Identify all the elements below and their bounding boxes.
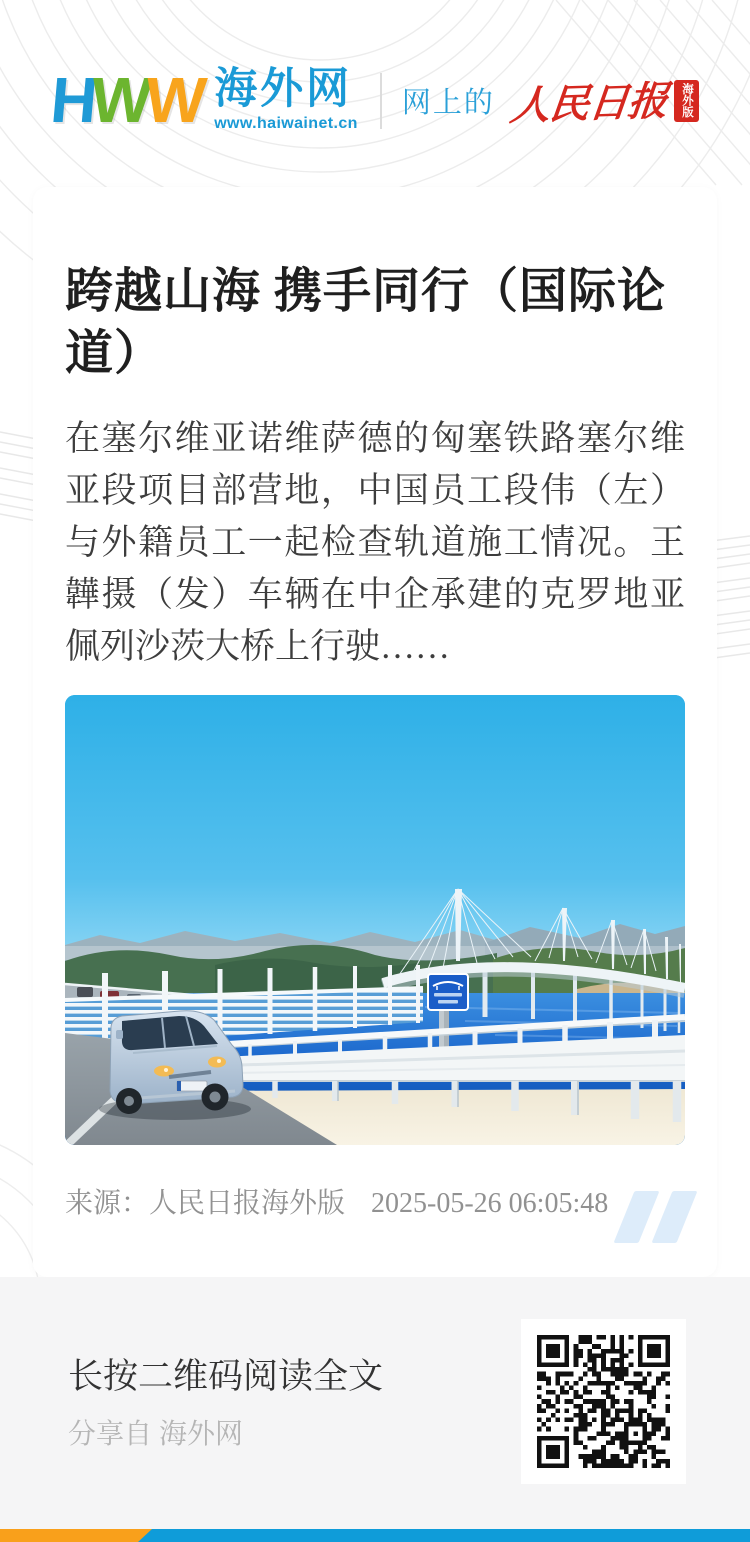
article-source: 来源：人民日报海外版 (65, 1188, 346, 1219)
article-excerpt: 在塞尔维亚诺维萨德的匈塞铁路塞尔维亚段项目部营地，中国员工段伟（左）与外籍员工一起检查轨道施工情况。王韡摄（发）车辆在中企承建的克罗地亚佩列沙茨大桥上行驶…… (65, 419, 685, 666)
logo-letter-h: H (48, 64, 95, 137)
site-name: 海外网 (214, 65, 353, 113)
footer-accent-bar-orange (0, 1529, 152, 1542)
article-title: 跨越山海 携手同行（国际论道） (65, 265, 667, 380)
share-footer (0, 1277, 750, 1542)
header-tagline: 网上的 (401, 87, 495, 119)
article-timestamp: 2025-05-26 06:05:48 (371, 1188, 609, 1219)
share-attribution: 分享自 海外网 (68, 1419, 244, 1450)
bridge-photo-illustration (65, 695, 685, 1145)
site-url: www.haiwainet.cn (214, 115, 358, 132)
qr-code-graphic (537, 1335, 670, 1468)
qr-code[interactable] (521, 1319, 686, 1484)
haiwainet-logo (48, 64, 204, 137)
article-photo (65, 695, 685, 1145)
site-header (0, 0, 750, 187)
logo-letter-w2: W (142, 64, 204, 137)
overseas-edition-badge: 海外版 (674, 80, 699, 122)
quote-slashes-icon (624, 1191, 687, 1243)
qr-instruction: 长按二维码阅读全文 (68, 1357, 384, 1396)
article-card (33, 187, 717, 1277)
logo-letter-w1: W (88, 64, 149, 137)
header-divider (380, 73, 382, 129)
peoples-daily-logo: 人民日报 (507, 78, 670, 129)
